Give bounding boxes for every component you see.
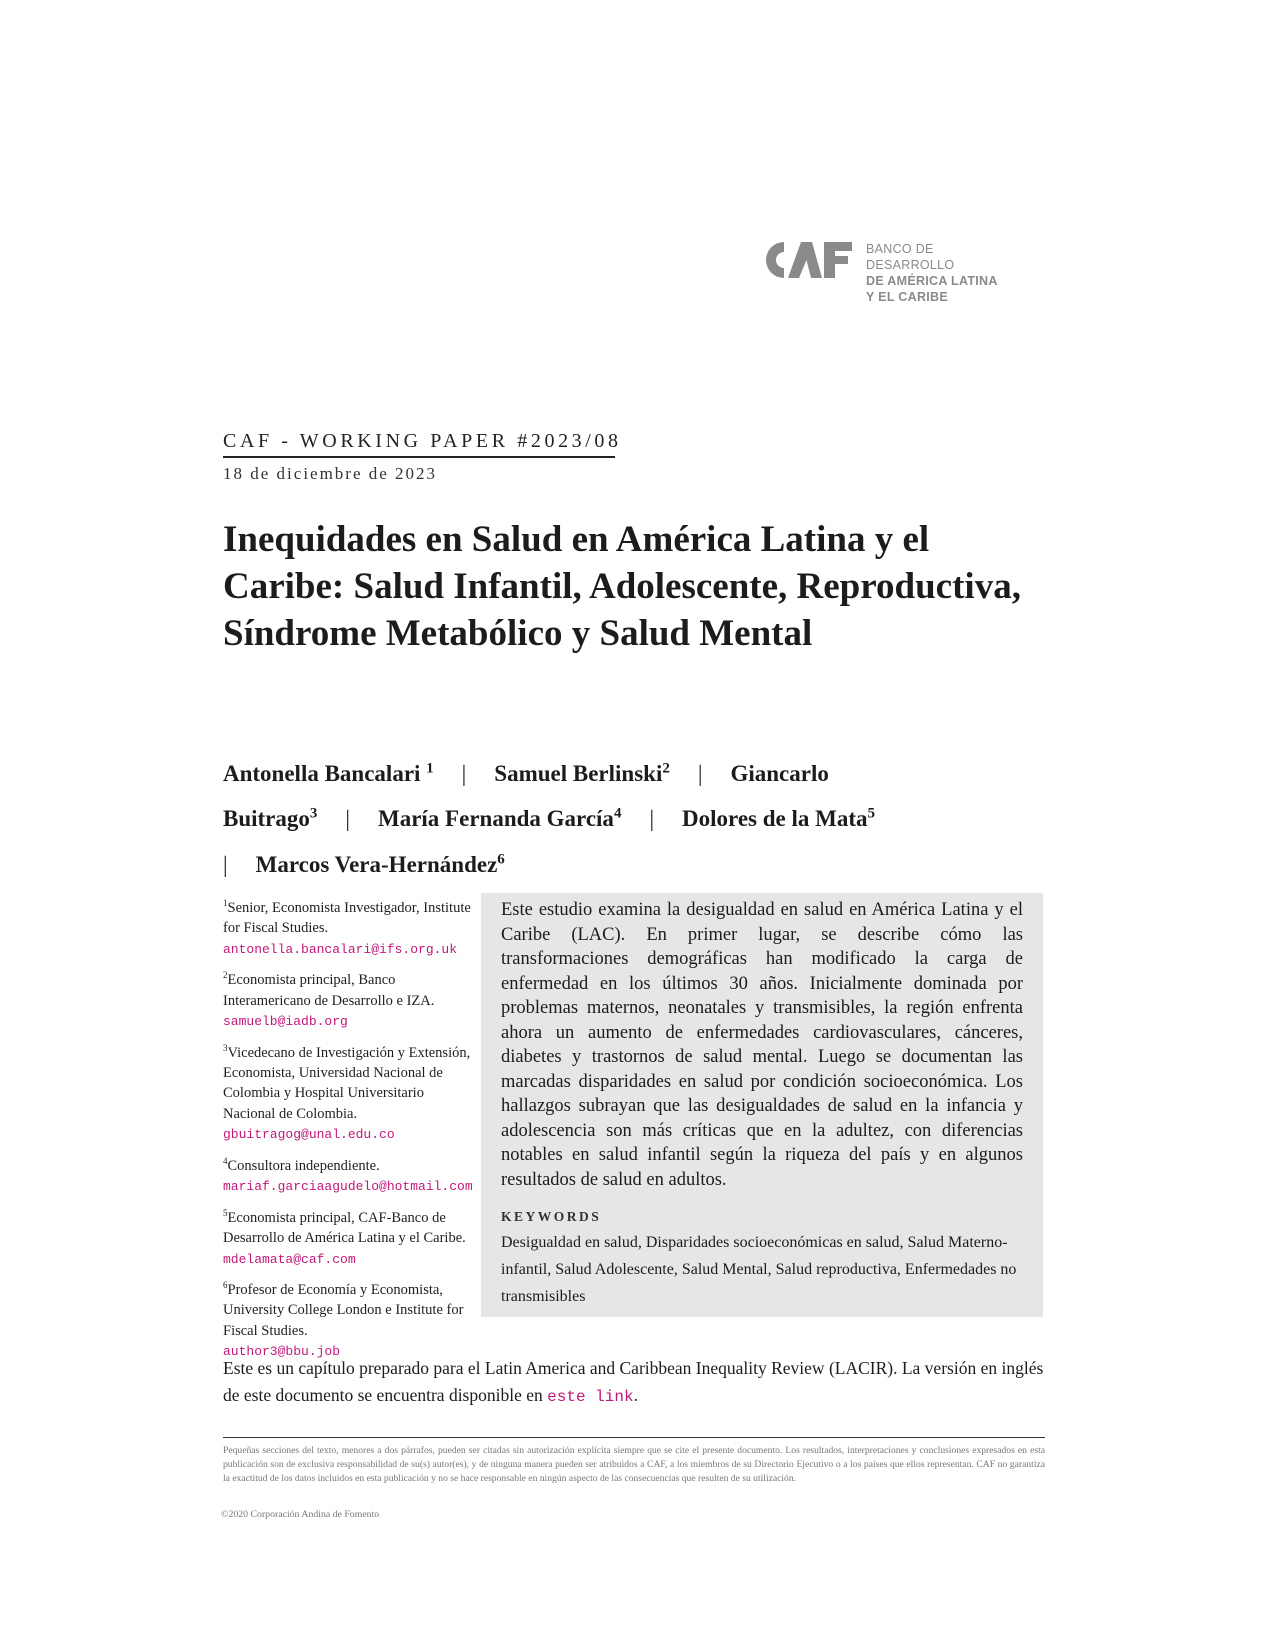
keywords-text: Desigualdad en salud, Disparidades socioeconómicas en salud, Salud Materno-infantil, Salud Adolescente, Salud Mental, Salud reproductiva, Enfermedades no transmisibles bbox=[501, 1234, 1017, 1305]
affiliation-note: $^6$Profesor de Economía y Economista, University College London e Institute for Fiscal Studies. author3@bbu.job bbox=[223, 1280, 464, 1360]
english-version-link[interactable]: este link bbox=[547, 1388, 634, 1406]
affiliation-note: $^4$Consultora independiente. mariaf.garciaagudelo@hotmail.com bbox=[223, 1155, 473, 1195]
logo-line-2: DE AMÉRICA LATINA bbox=[866, 274, 998, 288]
author-mark: 3 bbox=[309, 805, 318, 822]
affiliation-notes bbox=[223, 893, 475, 1368]
chapter-note-end: . bbox=[633, 1385, 638, 1405]
abstract-box bbox=[481, 893, 1043, 1317]
author-separator: | bbox=[345, 806, 350, 832]
author-name: Antonella Bancalari bbox=[223, 760, 421, 786]
abstract-text: Este estudio examina la desigualdad en salud en América Latina y el Caribe (LAC). En primer lugar, se describe cómo las transformaciones demográficas han modificado la carga de enfermedad en los últimos 30 años. Inicialmente dominada por problemas maternos, neonatales y transmisibles, la región enfrenta ahora un aumento de enfermedades cardiovasculares, cánceres, diabetes y trastornos de salud mental. Luego se documentan las marcadas disparidades en salud por condición socioeconómica. Los hallazgos subrayan que las desigualdades de salud en la infancia y adolescencia son más críticas que en la adultez, con diferencias notables en salud infantil según la riqueza del país y en algunos resultados de salud en adultos. bbox=[501, 900, 1023, 1190]
author-name: María Fernanda García bbox=[378, 806, 614, 832]
email-link[interactable]: samuelb@iadb.org bbox=[223, 1014, 348, 1030]
affiliation-note: $^5$Economista principal, CAF-Banco de Desarrollo de América Latina y el Caribe. mdelamata@caf.com bbox=[223, 1207, 466, 1267]
keywords-heading: KEYWORDS bbox=[501, 1209, 602, 1224]
email-link[interactable]: mariaf.garciaagudelo@hotmail.com bbox=[223, 1179, 473, 1195]
logo-line-1: BANCO DE DESARROLLO bbox=[866, 242, 955, 272]
author bbox=[378, 806, 621, 831]
email-link[interactable]: author3@bbu.job bbox=[223, 1344, 341, 1360]
paper-title: Inequidades en Salud en América Latina y el Caribe: Salud Infantil, Adolescente, Reproductiva, Síndrome Metabólico y Salud Mental bbox=[223, 519, 1021, 654]
author bbox=[223, 761, 434, 786]
author-name: Marcos Vera-Hernández bbox=[255, 851, 498, 877]
publication-date: 18 de diciembre de 2023 bbox=[223, 464, 438, 483]
author-list bbox=[223, 748, 1043, 885]
author-name: Samuel Berlinski bbox=[494, 760, 663, 786]
author-separator: | bbox=[461, 760, 467, 786]
email-link[interactable]: mdelamata@caf.com bbox=[223, 1251, 356, 1267]
author-name: Giancarlo Buitrago bbox=[223, 760, 829, 832]
disclaimer-text: Pequeñas secciones del texto, menores a dos párrafos, pueden ser citadas sin autorización explícita siempre que se cite el presente documento. Los resultados, interpretaciones y conclusiones expresados en esta publicación son de exclusiva responsabilidad de su(s) autor(es), y de ninguna manera pueden ser atribuidos a CAF, a los miembros de su Directorio Ejecutivo o a los países que ellos representan. CAF no garantiza la exactitud de los datos incluidos en esta publicación y no se hace responsable en ningún aspecto de las consecuencias que resulten de su utilización. bbox=[223, 1445, 1045, 1484]
author-separator: | bbox=[697, 760, 703, 786]
author bbox=[682, 806, 875, 831]
affiliation-note: $^2$Economista principal, Banco Interamericano de Desarrollo e IZA. samuelb@iadb.org bbox=[223, 970, 435, 1030]
footer-rule bbox=[223, 1437, 1045, 1438]
email-link[interactable]: gbuitragog@unal.edu.co bbox=[223, 1127, 395, 1143]
author bbox=[256, 852, 505, 877]
chapter-note-text: Este es un capítulo preparado para el Latin America and Caribbean Inequality Review (LACIR). La versión en inglés de este documento se encuentra disponible en bbox=[223, 1358, 1044, 1405]
chapter-note bbox=[223, 1355, 1045, 1411]
caf-logo-mark bbox=[758, 236, 854, 284]
author-mark: 5 bbox=[867, 805, 876, 822]
author-separator: | bbox=[649, 806, 655, 832]
logo-line-3: Y EL CARIBE bbox=[866, 290, 949, 304]
author-mark: 2 bbox=[662, 760, 670, 776]
working-paper-series: CAF - WORKING PAPER #2023/08 bbox=[223, 430, 622, 452]
author-mark: 4 bbox=[613, 805, 622, 822]
caf-logo bbox=[758, 236, 1018, 304]
author bbox=[494, 761, 670, 786]
email-link[interactable]: antonella.bancalari@ifs.org.uk bbox=[223, 941, 458, 957]
author-mark: 1 bbox=[426, 760, 434, 776]
affiliation-note: $^1$Senior, Economista Investigador, Institute for Fiscal Studies. antonella.bancalari@ifs.org.uk bbox=[223, 898, 471, 957]
affiliation-note: $^3$Vicedecano de Investigación y Extensión, Economista, Universidad Nacional de Colombia y Hospital Universitario Nacional de Colombia. gbuitragog@unal.edu.co bbox=[223, 1042, 471, 1143]
author-separator: | bbox=[223, 851, 228, 877]
caf-logo-text bbox=[866, 241, 1018, 305]
series-underline bbox=[223, 456, 615, 458]
author-name: Dolores de la Mata bbox=[682, 806, 868, 832]
author-mark: 6 bbox=[497, 851, 505, 868]
copyright-text: ©2020 Corporación Andina de Fomento bbox=[221, 1509, 380, 1520]
